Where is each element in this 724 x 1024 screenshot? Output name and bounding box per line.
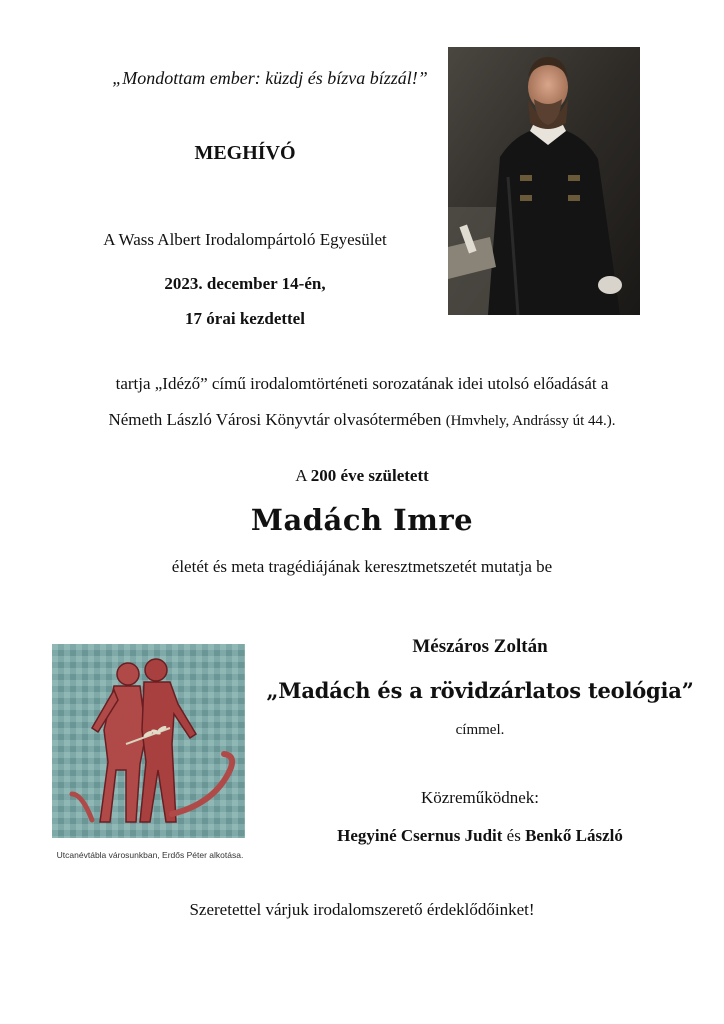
performer-2: Benkő László xyxy=(525,826,623,845)
portrait-image xyxy=(448,47,640,315)
event-date: 2023. december 14-én, xyxy=(164,274,326,293)
speaker-name: Mészáros Zoltán xyxy=(412,636,548,657)
body-line-2 xyxy=(20,410,704,430)
performer-1: Hegyiné Csernus Judit xyxy=(337,826,503,845)
honoree-name: Madách Imre xyxy=(250,503,474,537)
event-time: 17 órai kezdettel xyxy=(185,309,305,328)
body-line-1: tartja „Idéző” című irodalomtörténeti sorozatának idei utolsó előadását a xyxy=(115,374,609,393)
contributors-label: Közreműködnek: xyxy=(420,788,540,807)
motto-quote: „Mondottam ember: küzdj és bízva bízzál!” xyxy=(112,68,428,88)
street-sign-artwork-image xyxy=(52,644,245,838)
closing-line: Szeretettel várjuk irodalomszerető érdeklődőinket! xyxy=(189,900,535,919)
invitation-title: MEGHÍVÓ xyxy=(194,142,296,164)
program-description: életét és meta tragédiájának keresztmetszetét mutatja be xyxy=(171,557,553,576)
performer-joiner: és xyxy=(506,826,521,845)
performers-line xyxy=(260,826,700,846)
anniversary-bold: 200 éve született xyxy=(310,466,429,485)
anniversary-prefix: A xyxy=(295,466,307,485)
lecture-suffix: címmel. xyxy=(455,722,505,738)
anniversary-line xyxy=(20,466,704,486)
image-caption: Utcanévtábla városunkban, Erdős Péter alkotása. xyxy=(56,850,244,860)
lecture-title: „Madách és a rövidzárlatos teológia” xyxy=(266,678,694,703)
library-venue: Németh László Városi Könyvtár olvasótermében xyxy=(108,410,442,429)
organizer: A Wass Albert Irodalompártoló Egyesület xyxy=(103,230,387,249)
venue-address: (Hmvhely, Andrássy út 44.). xyxy=(445,413,616,429)
